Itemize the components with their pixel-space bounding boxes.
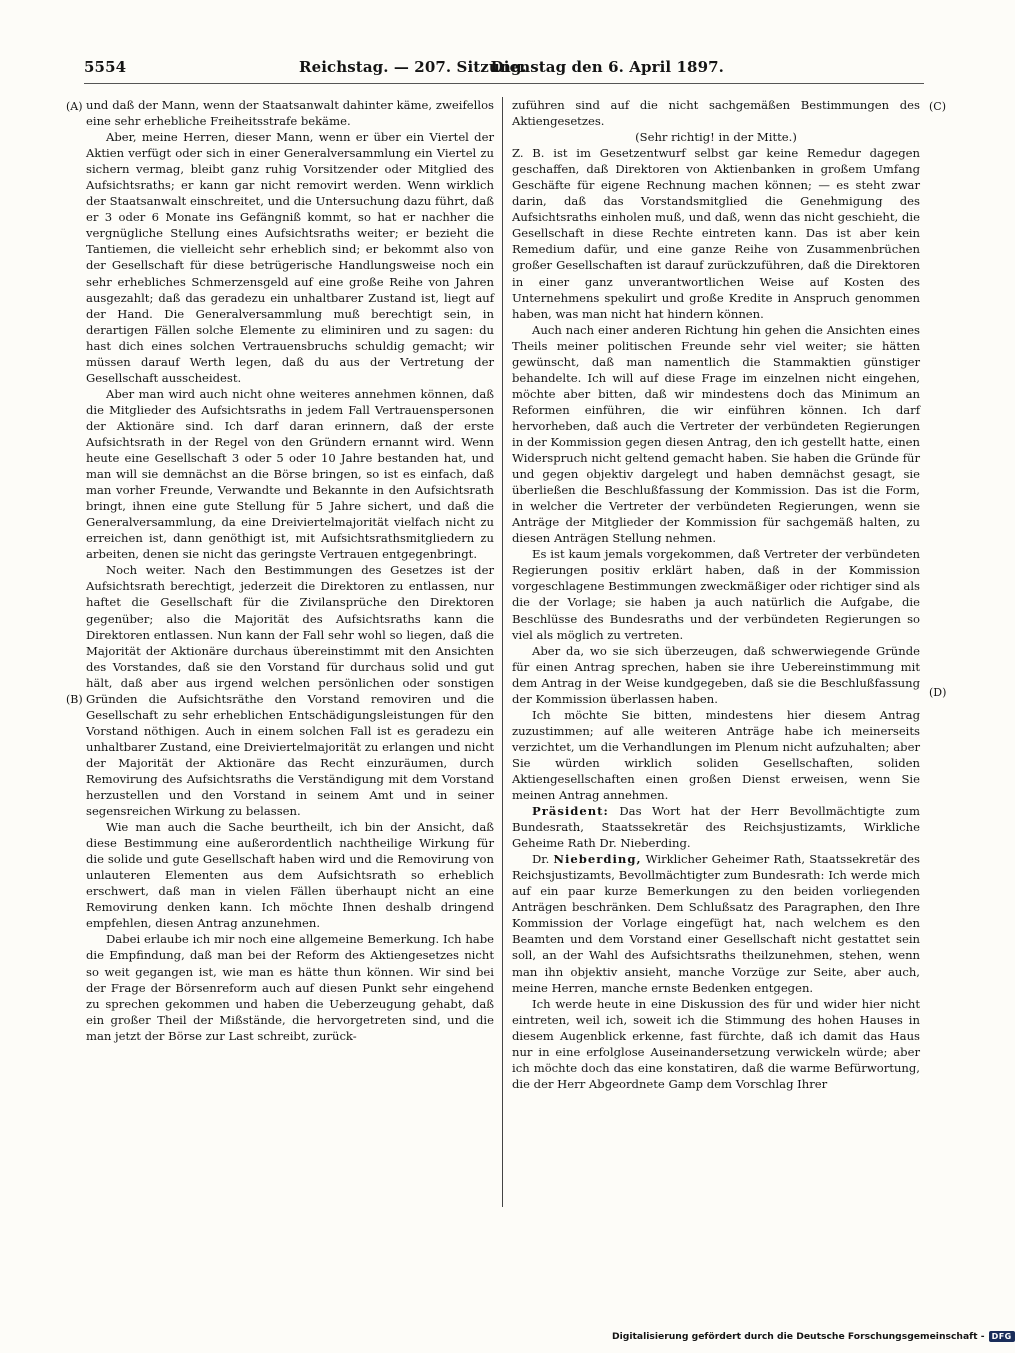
page-number: 5554 (84, 58, 127, 76)
paragraph: Ich werde heute in eine Diskussion des für und wider hier nicht eintreten, weil ich, soweit ich die Stimmung des hohen Hauses in diesem Augenblick erkenne, fast fürchte, daß ich damit das Haus nur in eine erfolglose Auseinandersetzung verwickeln würde; aber ich möchte doch das eine konstatiren, daß die warme Befürwortung, die der Herr Abgeordnete Gamp dem Vorschlag Ihrer (512, 996, 920, 1091)
paragraph: und daß der Mann, wenn der Staatsanwalt dahinter käme, zweifellos eine sehr erhebliche Freiheitsstrafe bekäme. (86, 98, 494, 129)
speaker-title: Dr. (532, 852, 554, 867)
paragraph: Ich möchte Sie bitten, mindestens hier diesem Antrag zuzustimmen; auf alle weiteren Anträge habe ich meinerseits verzichtet, um die Verhandlungen im Plenum nicht aufzuhalten; aber Sie würden wirklich soliden Gesellschaften, soliden Aktiengesellschaften einen großen Dienst erweisen, wenn Sie meinen Antrag annehmen. (512, 707, 920, 803)
paragraph: Wie man auch die Sache beurtheilt, ich bin der Ansicht, daß diese Bestimmung eine außerordentlich nachtheilige Wirkung für die solide und gute Gesellschaft haben wird und die Removirung von unlauteren Elementen aus dem Aufsichtsrath so erheblich erschwert, daß man in vielen Fällen überhaupt nicht an eine Removirung denken kann. Ich möchte Ihnen deshalb dringend empfehlen, diesen Antrag anzunehmen. (86, 820, 494, 931)
paragraph: Auch nach einer anderen Richtung hin gehen die Ansichten eines Theils meiner politischen Freunde sehr viel weiter; sie hätten gewünscht, daß man namentlich die Stammaktien günstiger behandelte. Ich will auf diese Frage im einzelnen nicht eingehen, möchte aber bitten, daß wir mindestens doch das Minimum an Reformen einführen, die wir einführen können. Ich darf hervorheben, daß auch die Vertreter der verbündeten Regierungen in der Kommission gegen diesen Antrag, den ich gestellt hatte, einen Widerspruch nicht geltend gemacht haben. Sie haben die Gründe für und gegen objektiv dargelegt und haben demnächst gesagt, sie überließen die Beschlußfassung der Kommission. Das ist die Form, in welcher die Vertreter der verbündeten Regierungen, wenn sie Anträge der Mitglieder der Kommission für sachgemäß halten, zu diesen Anträgen Stellung nehmen. (512, 322, 920, 546)
header-rule (84, 83, 924, 84)
margin-marker-d: (D) (929, 686, 947, 699)
margin-marker-b: (B) (66, 693, 83, 706)
margin-marker-a: (A) (66, 100, 83, 113)
paragraph: zuführen sind auf die nicht sachgemäßen Bestimmungen des Aktiengesetzes. (512, 98, 920, 129)
paragraph: Aber da, wo sie sich überzeugen, daß schwerwiegende Gründe für einen Antrag sprechen, haben sie ihre Uebereinstimmung mit dem Antrag in der Weise kundgegeben, daß sie die Beschlußfassung der Kommission überlassen haben. (512, 643, 920, 706)
paragraph-president (512, 803, 920, 851)
paragraph: Noch weiter. Nach den Bestimmungen des Gesetzes ist der Aufsichtsrath berechtigt, jederzeit die Direktoren zu entlassen, nur haftet die Gesellschaft für die Zivilansprüche den Direktoren gegenüber; also die Majorität des Aufsichtsraths kann die Direktoren entlassen. Nun kann der Fall sehr wohl so liegen, daß die Majorität der Aktionäre durchaus übereinstimmt mit den Ansichten des Vorstandes, daß sie den Vorstand für durchaus solid und gut hält, daß aber aus irgend welchen persönlichen oder sonstigen Gründen die Aufsichtsräthe den Vorstand removiren und die Gesellschaft zu sehr erheblichen Entschädigungsleistungen für den Vorstand nöthigen. Auch in einem solchen Fall ist es geradezu ein unhaltbarer Zustand, eine Dreiviertelmajorität zu erlangen und nicht der Majorität der Aktionäre das Recht einzuräumen, durch Removirung des Aufsichtsraths die Verständigung mit dem Vorstand herzustellen und den Vorstand in seinem Amt und in seiner segensreichen Wirkung zu belassen. (86, 563, 494, 819)
paragraph: Aber, meine Herren, dieser Mann, wenn er über ein Viertel der Aktien verfügt oder sich in einer Generalversammlung ein Viertel zu sichern vermag, bleibt ganz ruhig Vorsitzender oder Mitglied des Aufsichtsraths; er kann gar nicht removirt werden. Wenn wirklich der Staatsanwalt einschreitet, und die Untersuchung dazu führt, daß er 3 oder 6 Monate ins Gefängniß kommt, so hat er nachher die vergnügliche Stellung eines Aufsichtsraths weiter; er bezieht die Tantiemen, die vielleicht sehr erheblich sind; er bekommt also von der Gesellschaft für diese betrügerische Handlungsweise noch ein sehr erhebliches Schmerzensgeld auf eine große Reihe von Jahren ausgezahlt; daß das geradezu ein unhaltbarer Zustand ist, liegt auf der Hand. Die Generalversammlung muß berechtigt sein, in derartigen Fällen solche Elemente zu eliminiren und zu sagen: du hast dich eines solchen Vertrauensbruchs schuldig gemacht; wir müssen darauf Werth legen, daß du aus der Vertretung der Gesellschaft ausscheidest. (86, 130, 494, 385)
dfg-logo-icon: DFG (989, 1331, 1015, 1342)
left-column (86, 97, 494, 1209)
page-header (84, 58, 724, 80)
paragraph: Z. B. ist im Gesetzentwurf selbst gar keine Remedur dagegen geschaffen, daß Direktoren von Aktienbanken in großem Umfang Geschäfte für eigene Rechnung machen können; — es steht zwar darin, daß das Vorstandsmitglied die Genehmigung des Aufsichtsraths einholen muß, und daß, wenn das nicht geschieht, die Gesellschaft in diese Rechte eintreten kann. Das ist aber kein Remedium dafür, und eine ganze Reihe von Zusammenbrüchen großer Gesellschaften ist darauf zurückzuführen, daß die Direktoren in einer ganz unverantwortlichen Weise auf Kosten des Unternehmens spekulirt und große Kredite in Anspruch genommen haben, was man nicht hat hindern können. (512, 146, 920, 321)
speech-text: Das Wort hat der Herr Bevollmächtigte zum Bundesrath, Staatssekretär des Reichsjustizamts, Wirkliche Geheime Rath Dr. Nieberding. (512, 804, 920, 851)
digitization-footer (612, 1331, 1015, 1342)
page-title: Reichstag. — 207. Sitzung. (299, 58, 527, 76)
session-date: Dienstag den 6. April 1897. (490, 58, 724, 76)
paragraph: Es ist kaum jemals vorgekommen, daß Vertreter der verbündeten Regierungen positiv erklärt haben, daß in der Kommission vorgeschlagene Bestimmungen zweckmäßiger oder richtiger sind als die der Vorlage; sie haben ja auch natürlich die Aufgabe, die Beschlüsse des Bundesraths und der verbündeten Regierungen so viel als möglich zu vertreten. (512, 547, 920, 642)
speaker-name: Nieberding, (553, 852, 642, 867)
interjection: (Sehr richtig! in der Mitte.) (635, 130, 797, 145)
right-column (512, 97, 920, 1209)
column-divider (502, 97, 503, 1207)
speech-text: Wirklicher Geheimer Rath, Staatssekretär des Reichsjustizamts, Bevollmächtigter zum Bundesrath: Ich werde mich auf ein paar kurze Bemerkungen zu den beiden vorliegenden Anträgen beschränken. Dem Schlußsatz des Paragraphen, den Ihre Kommission der Vorlage eingefügt hat, nach welchem es den Beamten und dem Vorstand einer Gesellschaft nicht gestattet sein soll, an der Wahl des Aufsichtsraths theilzunehmen, stehen, wenn man ihn objektiv ansieht, manche Vorzüge zur Seite, aber auch, meine Herren, manche ernste Bedenken entgegen. (512, 852, 920, 995)
footer-text: Digitalisierung gefördert durch die Deutsche Forschungsgemeinschaft - (612, 1331, 985, 1342)
paragraph: Dabei erlaube ich mir noch eine allgemeine Bemerkung. Ich habe die Empfindung, daß man bei der Reform des Aktiengesetzes nicht so weit gegangen ist, wie man es hätte thun können. Wir sind bei der Frage der Börsenreform auch auf diesen Punkt sehr eingehend zu sprechen gekommen und haben die Ueberzeugung gehabt, daß ein großer Theil der Mißstände, die hervorgetreten sind, und die man jetzt der Börse zur Last schreibt, zurück- (86, 932, 494, 1043)
speaker-name: Präsident: (532, 804, 609, 819)
paragraph: Aber man wird auch nicht ohne weiteres annehmen können, daß die Mitglieder des Aufsichtsraths in jedem Fall Vertrauenspersonen der Aktionäre sind. Ich darf daran erinnern, daß der erste Aufsichtsrath in der Regel von den Gründern ernannt wird. Wenn heute eine Gesellschaft 3 oder 5 oder 10 Jahre bestanden hat, und man will sie demnächst an die Börse bringen, so ist es einfach, daß man vorher Freunde, Verwandte und Bekannte in den Aufsichtsrath bringt, ihnen eine gute Stellung für 5 Jahre sichert, und daß die Generalversammlung, da eine Dreiviertelmajorität vielfach nicht zu erreichen ist, dann genöthigt ist, mit Aufsichtsrathsmitgliedern zu arbeiten, denen sie nicht das geringste Vertrauen entgegenbringt. (86, 386, 494, 562)
paragraph-nieberding (512, 851, 920, 995)
margin-marker-c: (C) (929, 100, 946, 113)
